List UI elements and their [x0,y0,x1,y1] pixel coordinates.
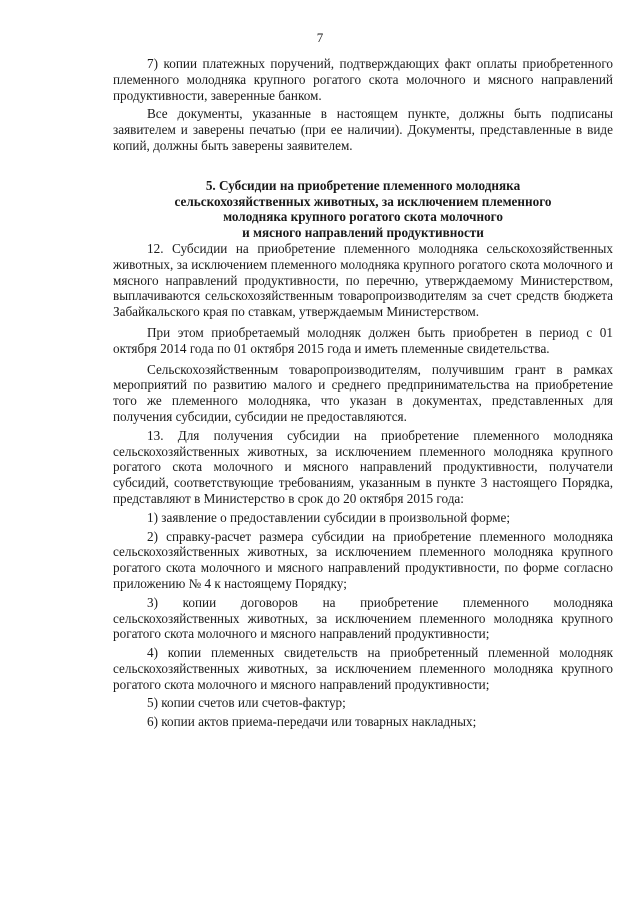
section-5-heading-line-2: сельскохозяйственных животных, за исключением племенного [174,193,552,209]
section-5-heading-line-4: и мясного направлений продуктивности [242,225,484,241]
section-5-heading-line-1: 5. Субсидии на приобретение племенного молодняка [205,177,521,193]
paragraph-period: При этом приобретаемый молодняк должен быть приобретен в период с 01 октября 2014 года по 01 октября 2015 года и иметь племенные свидетельства. [113,324,613,356]
section-5-heading-line-3: молодняка крупного рогатого скота молочного [223,209,503,225]
list-item-7-payment-orders: 7) копии платежных поручений, подтверждающих факт оплаты приобретенного племенного молодняка крупного рогатого скота молочного и мясного направлений продуктивности, заверенные банком. [113,56,613,103]
list-item-6: 6) копии актов приема-передачи или товарных накладных; [147,714,477,730]
paragraph-grant: Сельскохозяйственным товаропроизводителям, получившим грант в рамках мероприятий по развитию малого и среднего предпринимательства на приобретение того же племенного молодняка, что указан в документах, представленных для получения субсидии, субсидии не предоставляются. [113,361,613,424]
list-item-3: 3) копии договоров на приобретение племенного молодняка сельскохозяйственных животных, за исключением племенного молодняка крупного рогатого скота молочного и мясного направлений продуктивности; [113,594,613,642]
list-item-4: 4) копии племенных свидетельств на приобретенный племенной молодняк сельскохозяйственных животных, за исключением племенного молодняка крупного рогатого скота молочного и мясного направлений продуктивности; [113,645,613,692]
paragraph-signatures: Все документы, указанные в настоящем пункте, должны быть подписаны заявителем и заверены печатью (при ее наличии). Документы, представленные в виде копий, должны быть заверены заявителем. [113,106,613,153]
section-5-heading [113,178,613,241]
list-item-2: 2) справку-расчет размера субсидии на приобретение племенного молодняка сельскохозяйственных животных, за исключением племенного молодняка крупного рогатого скота молочного и мясного направлений продуктивности, по форме согласно приложению № 4 к настоящему Порядку; [113,528,613,591]
document-body [113,56,613,730]
list-item-5: 5) копии счетов или счетов-фактур; [147,695,346,711]
paragraph-12: 12. Субсидии на приобретение племенного молодняка сельскохозяйственных животных, за исключением племенного молодняка крупного рогатого скота молочного и мясного направлений продуктивности, по перечню, утверждаемому Министерством, выплачиваются сельскохозяйственным товаропроизводителям за счет средств бюджета Забайкальского края по ставкам, утверждаемым Министерством. [113,240,613,320]
page-number: 7 [316,30,324,45]
paragraph-13: 13. Для получения субсидии на приобретение племенного молодняка сельскохозяйственных животных, за исключением племенного молодняка крупного рогатого скота молочного и мясного направлений продуктивности, получатели субсидий, соответствующие требованиям, указанным в пункте 3 настоящего Порядка, представляют в Министерство в срок до 20 октября 2015 года: [113,427,613,506]
list-item-1: 1) заявление о предоставлении субсидии в произвольной форме; [147,509,511,525]
